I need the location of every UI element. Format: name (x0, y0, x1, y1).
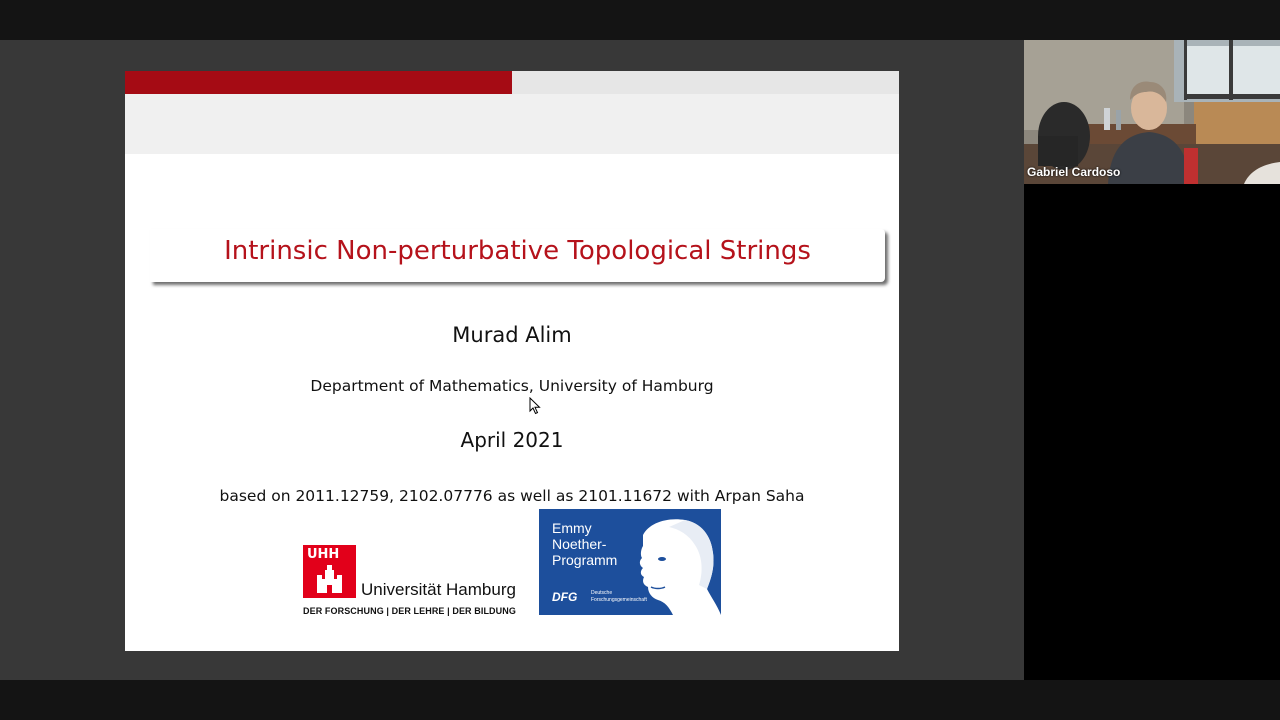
mouse-cursor-icon (529, 397, 541, 419)
based-on-references: based on 2011.12759, 2102.07776 as well as 2101.11672 with Arpan Saha (219, 487, 805, 505)
uhh-letters: UHH (307, 547, 340, 562)
top-bar (0, 0, 1280, 40)
slide-progress-fill (125, 71, 512, 94)
dfg-subtitle-line2: Forschungsgemeinschaft (591, 597, 647, 603)
dfg-logo-text: DFG (552, 590, 578, 604)
participant-video-tile[interactable] (1024, 40, 1280, 184)
slide-header-band (125, 94, 899, 154)
emmy-text-line3: Programm (552, 552, 618, 568)
presentation-date: April 2021 (460, 428, 564, 452)
participant-video-feed (1024, 40, 1280, 184)
empty-video-panel (1024, 184, 1280, 680)
dfg-subtitle-line1: Deutsche (591, 590, 613, 596)
university-hamburg-logo (302, 544, 527, 619)
title-box (150, 229, 885, 282)
castle-icon (303, 545, 356, 598)
slide-progress-bar (125, 71, 899, 94)
presentation-slide (125, 71, 899, 651)
uhh-emblem (303, 545, 356, 598)
uhh-name: Universität Hamburg (361, 580, 516, 599)
uhh-tagline: DER FORSCHUNG | DER LEHRE | DER BILDUNG (303, 606, 516, 616)
emmy-text-line2: Noether- (552, 536, 607, 552)
emmy-noether-programm-logo (539, 509, 721, 615)
slide-title: Intrinsic Non-perturbative Topological Strings (224, 236, 811, 266)
affiliation: Department of Mathematics, University of Hamburg (310, 377, 714, 395)
bottom-bar (0, 680, 1280, 720)
emmy-text-line1: Emmy (552, 520, 592, 536)
author-name: Murad Alim (452, 323, 572, 347)
participant-name-label: Gabriel Cardoso (1027, 165, 1121, 179)
